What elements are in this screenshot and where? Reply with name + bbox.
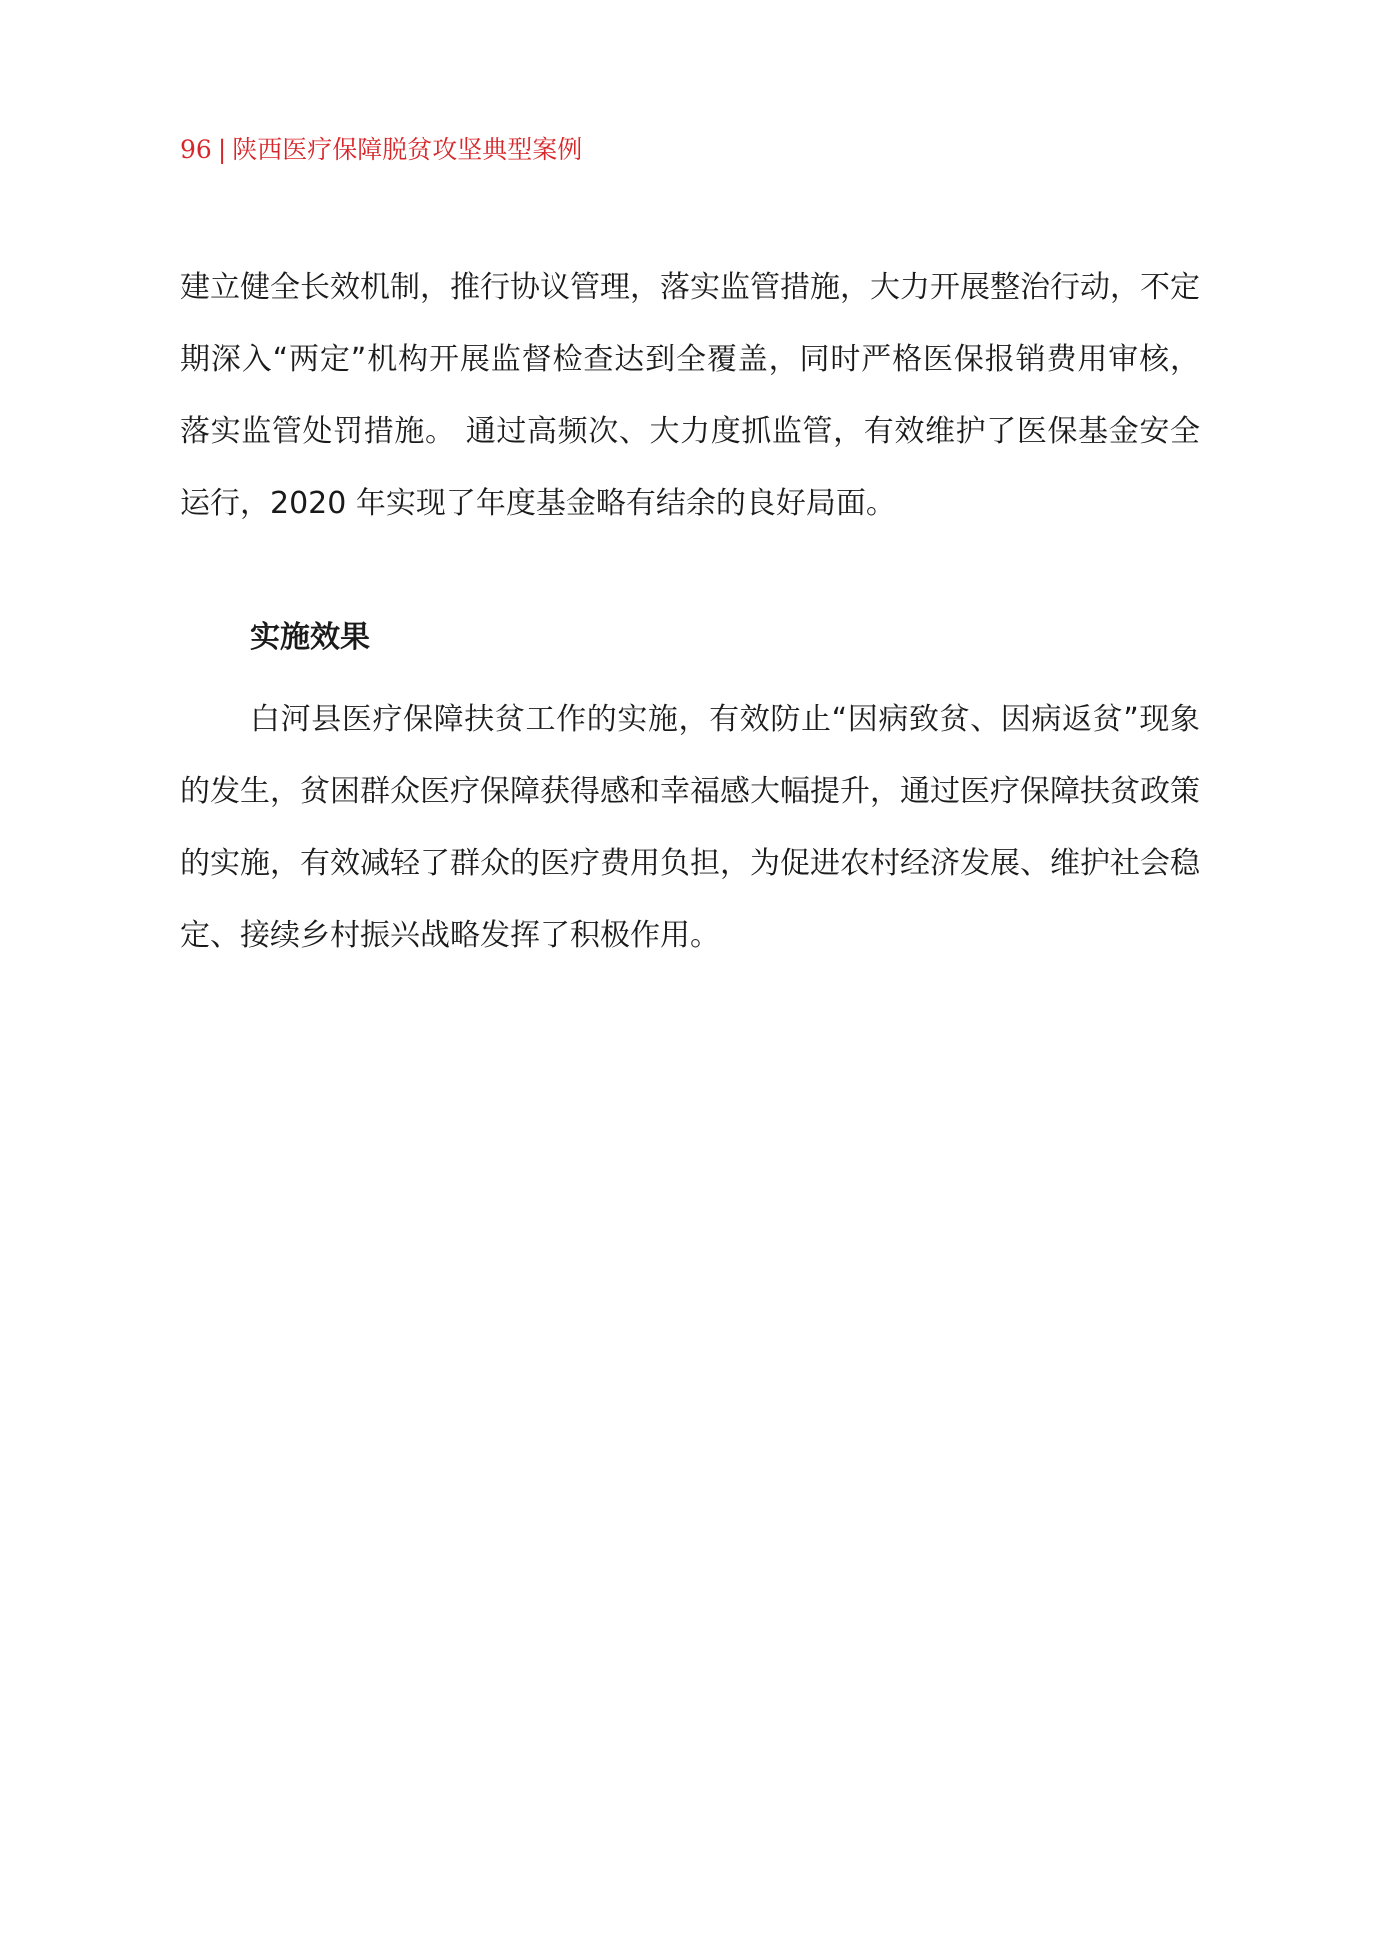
paragraph-continued: 建立健全长效机制，推行协议管理，落实监管措施，大力开展整治行动，不定期深入“两定”机构开展监督检查达到全覆盖，同时严格医保报销费用审核，落实监管处罚措施。 通过高频次、大力度抓监管，有效维护了医保基金安全运行，2020 年实现了年度基金略有结余的良好局面。: [180, 270, 1200, 521]
running-header: [180, 130, 582, 166]
section-heading: 实施效果: [250, 620, 370, 655]
header-separator: |: [217, 135, 227, 164]
paragraph-effect: 白河县医疗保障扶贫工作的实施，有效防止“因病致贫、因病返贫”现象的发生，贫困群众医疗保障获得感和幸福感大幅提升，通过医疗保障扶贫政策的实施，有效减轻了群众的医疗费用负担，为促进农村经济发展、维护社会稳定、接续乡村振兴战略发挥了积极作用。: [180, 702, 1200, 953]
book-title: 陕西医疗保障脱贫攻坚典型案例: [232, 135, 583, 164]
page-number: 96: [180, 135, 212, 164]
